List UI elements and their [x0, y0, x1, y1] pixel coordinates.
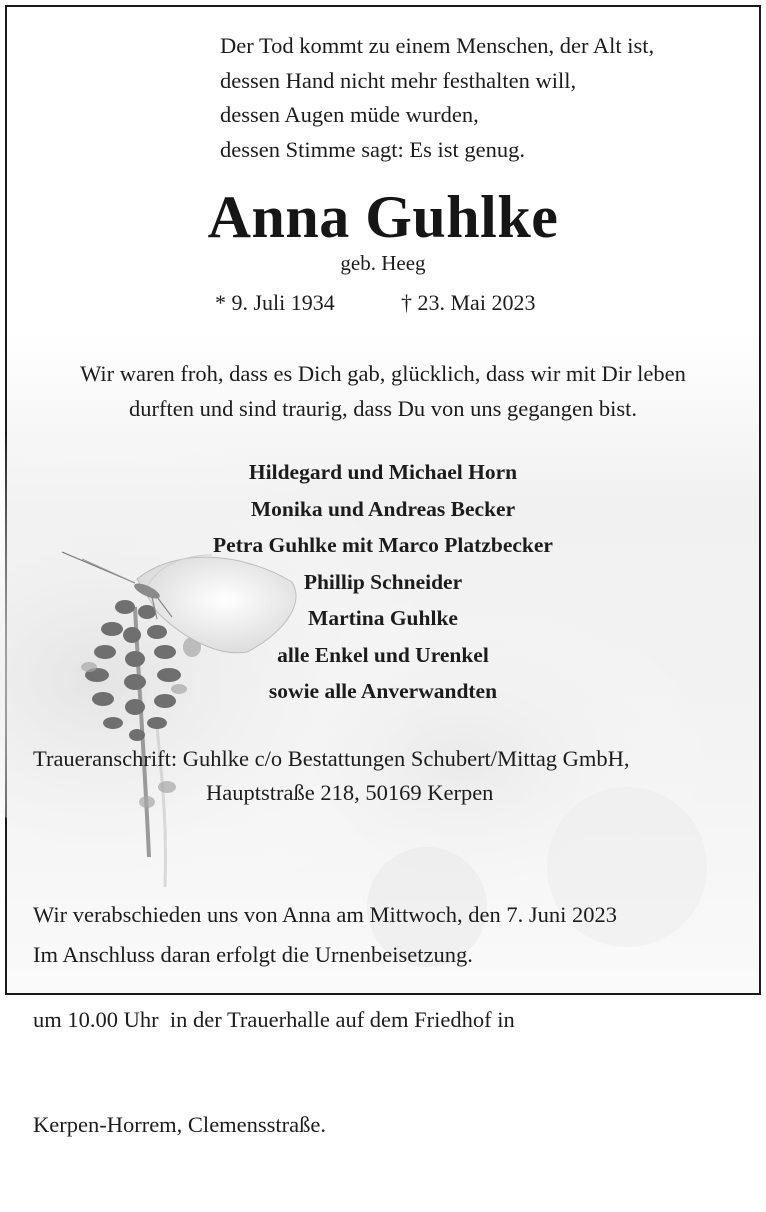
farewell-line: durften und sind traurig, dass Du von uns gegangen bist.: [128, 396, 638, 421]
mourner: Phillip Schneider: [303, 569, 463, 594]
poem-line: dessen Stimme sagt: Es ist genug.: [220, 136, 525, 162]
farewell-line: Wir waren froh, dass es Dich gab, glücklich, dass wir mit Dir leben: [80, 361, 686, 386]
poem: [220, 29, 654, 167]
service-line: Wir verabschieden uns von Anna am Mittwoch, den 7. Juni 2023: [33, 902, 617, 927]
poem-line: Der Tod kommt zu einem Menschen, der Alt ist,: [220, 33, 655, 58]
address-line: Traueranschrift: Guhlke c/o Bestattungen Schubert/Mittag GmbH,: [33, 746, 630, 771]
obituary-notice: [5, 5, 761, 1137]
service-details: [33, 827, 617, 1212]
mourner: Martina Guhlke: [308, 606, 458, 630]
mourning-address: [33, 742, 630, 810]
mourner: Monika und Andreas Becker: [250, 496, 516, 521]
mourner: Petra Guhlke mit Marco Platzbecker: [213, 533, 553, 557]
poem-line: dessen Augen müde wurden,: [220, 102, 479, 127]
birth-date: * 9. Juli 1934: [215, 290, 335, 315]
mourners-list: [7, 454, 759, 710]
farewell-text: [7, 356, 759, 426]
urn-burial-note: Im Anschluss daran erfolgt die Urnenbeisetzung.: [33, 942, 473, 967]
death-date: † 23. Mai 2023: [401, 290, 536, 315]
address-line: Hauptstraße 218, 50169 Kerpen: [206, 780, 494, 805]
maiden-name: geb. Heeg: [340, 251, 426, 275]
service-line: Kerpen-Horrem, Clemensstraße.: [33, 1112, 327, 1137]
poem-line: dessen Hand nicht mehr festhalten will,: [220, 67, 577, 93]
mourner: sowie alle Anverwandten: [268, 679, 498, 703]
mourner: alle Enkel und Urenkel: [277, 642, 489, 667]
mourner: Hildegard und Michael Horn: [248, 460, 518, 484]
deceased-name: Anna Guhlke: [207, 184, 559, 250]
service-line: um 10.00 Uhr in der Trauerhalle auf dem Friedhof in: [33, 1007, 515, 1032]
